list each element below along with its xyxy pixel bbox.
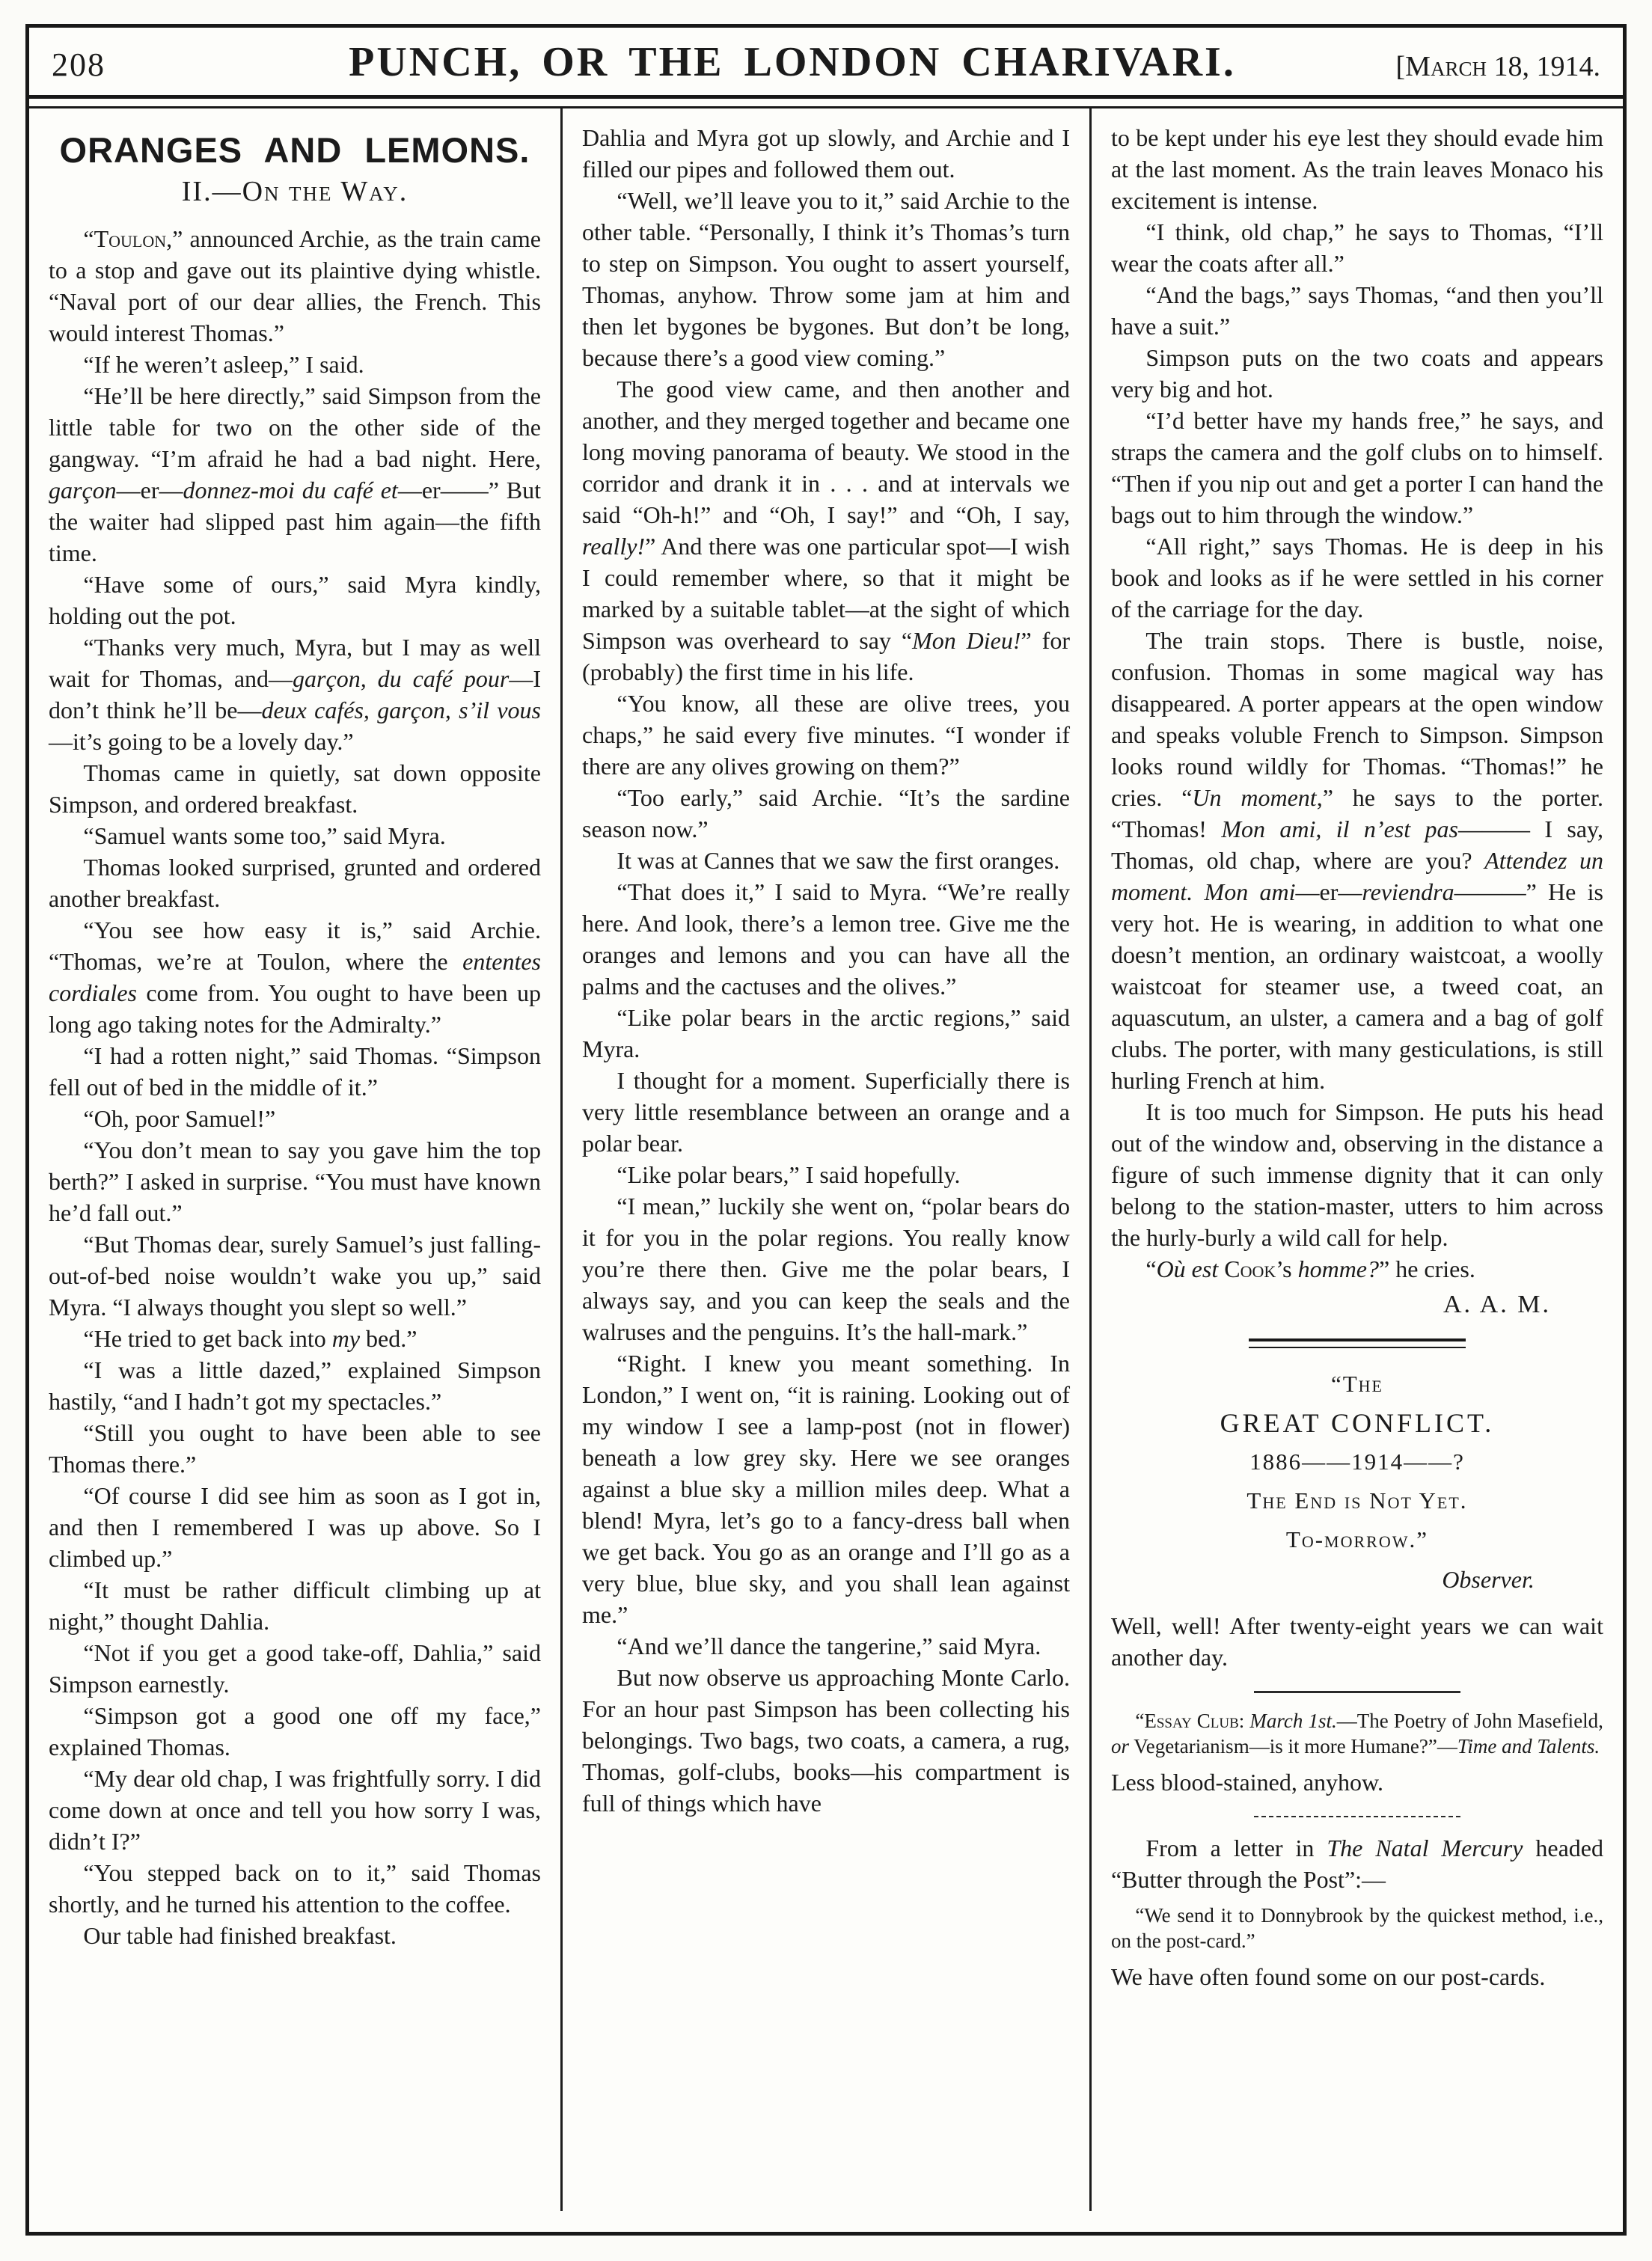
paragraph: The good view came, and then another and another, and they merged together and became one long moving panorama of beauty. We stood in the corridor and drank it in . . . and at intervals we said “Oh-h!” and “Oh, I say!” and “Oh, I say, really!” And there was one particular spot—I wish I could remember where, so that it might be marked by a suitable tablet—at the sight of which Simpson was overheard to say “Mon Dieu!” for (probably) the first time in his life. xyxy=(581,376,1070,685)
paragraph-list xyxy=(582,122,1070,1819)
great-conflict-notice xyxy=(1111,1365,1603,1600)
article-subtitle: II.—On the Way. xyxy=(181,176,409,207)
paragraph: “Like polar bears,” I said hopefully. xyxy=(617,1161,961,1188)
natal-mercury-intro: From a letter in The Natal Mercury headed “Butter through the Post”:— xyxy=(1110,1835,1603,1893)
separator-rule xyxy=(1254,1691,1460,1693)
paragraph: “But Thomas dear, surely Samuel’s just falling-out-of-bed noise wouldn’t wake you up,” said Myra. “I always thought you slept so well.” xyxy=(49,1231,541,1321)
paragraph: “Samuel wants some too,” said Myra. xyxy=(83,822,446,849)
masthead: PUNCH, OR THE LONDON CHARIVARI. xyxy=(349,39,1236,85)
paragraph: “Toulon,” announced Archie, as the train came to a stop and gave out its plaintive dying whistle. “Naval port of our dear allies, the French. This would interest Thomas.” xyxy=(49,225,541,346)
paragraph: Simpson puts on the two coats and appears very big and hot. xyxy=(1110,344,1603,403)
paragraph: “Too early,” said Archie. “It’s the sardine season now.” xyxy=(581,784,1070,842)
editorial-comment: We have often found some on our post-cards. xyxy=(1110,1963,1546,1990)
paragraph: “I think, old chap,” he says to Thomas, “I’ll wear the coats after all.” xyxy=(1110,218,1603,277)
author-signature: A. A. M. xyxy=(1443,1291,1551,1318)
paragraph: “It must be rather difficult climbing up at night,” thought Dahlia. xyxy=(49,1576,541,1635)
paragraph-list xyxy=(49,223,541,1951)
paragraph: “My dear old chap, I was frightfully sorry. I did come down at once and tell you how sorry I was, didn’t I?” xyxy=(49,1765,541,1855)
column-middle xyxy=(560,108,1092,2211)
conflict-line: The End is Not Yet. xyxy=(1246,1487,1468,1514)
paragraph: “You know, all these are olive trees, you chaps,” he said every five minutes. “I wonder if there are any olives growing on them?” xyxy=(581,690,1070,780)
paragraph-list xyxy=(1111,122,1603,1285)
separator-rule xyxy=(1249,1338,1466,1348)
paragraph: “Simpson got a good one off my face,” explained Thomas. xyxy=(49,1702,541,1760)
columns xyxy=(29,108,1623,2211)
paragraph: “He tried to get back into my bed.” xyxy=(83,1325,417,1352)
column-left xyxy=(29,108,560,2211)
separator-rule xyxy=(1254,1816,1460,1817)
paragraph: “Oh, poor Samuel!” xyxy=(83,1105,276,1132)
paragraph: “Right. I knew you meant something. In London,” I went on, “it is raining. Looking out of my window I see a lamp-post (not in flower) beneath a low grey sky. Here we see oranges against a blue sky a million miles deep. What a blend! Myra, let’s go to a fancy-dress ball when we get back. You go as an orange and I’ll go as a very blue, blue sky, and you shall lean against me.” xyxy=(581,1350,1070,1628)
paragraph: “Have some of ours,” said Myra kindly, holding out the pot. xyxy=(49,571,541,629)
paragraph: I thought for a moment. Superficially there is very little resemblance between an orange and a polar bear. xyxy=(581,1067,1070,1157)
paragraph: “And we’ll dance the tangerine,” said Myra. xyxy=(617,1633,1041,1659)
conflict-attribution: Observer. xyxy=(1442,1566,1535,1593)
paragraph: “I mean,” luckily she went on, “polar bears do it for you in the polar regions. You really know you’re there then. Give me the polar bears, I always say, and you can keep the seals and the walruses and the penguins. It’s the hall-mark.” xyxy=(581,1193,1070,1345)
essay-club-quote: “Essay Club: March 1st.—The Poetry of John Masefield, or Vegetarianism—is it more Humane?”—Time and Talents. xyxy=(1110,1710,1603,1757)
column-right xyxy=(1092,108,1623,2211)
paragraph: Thomas looked surprised, grunted and ordered another breakfast. xyxy=(49,854,541,912)
paragraph: Dahlia and Myra got up slowly, and Archie and I filled our pipes and followed them out. xyxy=(581,124,1070,183)
paragraph: “That does it,” I said to Myra. “We’re really here. And look, there’s a lemon tree. Give me the oranges and lemons and you can have all the palms and the cactuses and the olives.” xyxy=(581,878,1070,1000)
conflict-line: 1886——1914——? xyxy=(1249,1448,1465,1475)
paragraph: The train stops. There is bustle, noise, confusion. Thomas in some magical way has disappeared. A porter appears at the open window and speaks voluble French to Simpson. Simpson looks round wildly for Thomas. “Thomas!” he cries. “Un moment,” he says to the porter. “Thomas! Mon ami, il n’est pas——— I say, Thomas, old chap, where are you? Attendez un moment. Mon ami—er—reviendra———” He is very hot. He is wearing, in addition to what one doesn’t mention, an ordinary waistcoat, a woolly waistcoat for steamer use, a tweed coat, an aquascutum, an ulster, a camera and a bag of golf clubs. The porter, with many gesticulations, is still hurling French at him. xyxy=(1110,627,1603,1094)
editorial-comment: Well, well! After twenty-eight years we can wait another day. xyxy=(1110,1612,1603,1671)
paragraph: “You stepped back on to it,” said Thomas shortly, and he turned his attention to the coffee. xyxy=(49,1859,541,1918)
conflict-line: GREAT CONFLICT. xyxy=(1220,1408,1495,1438)
paragraph: “Well, we’ll leave you to it,” said Archie to the other table. “Personally, I think it’s Thomas’s turn to step on Simpson. You ought to assert yourself, Thomas, anyhow. Throw some jam at him and then let bygones be bygones. But don’t be long, because there’s a good view coming.” xyxy=(581,187,1070,371)
natal-mercury-quote: “We send it to Donnybrook by the quickest method, i.e., on the post-card.” xyxy=(1110,1904,1603,1952)
page-frame xyxy=(25,24,1627,2236)
header-rule xyxy=(29,95,1623,108)
paragraph: “If he weren’t asleep,” I said. xyxy=(83,351,364,378)
conflict-line: “The xyxy=(1330,1371,1383,1397)
page-number: 208 xyxy=(52,46,105,83)
paragraph: to be kept under his eye lest they should evade him at the last moment. As the train leaves Monaco his excitement is intense. xyxy=(1110,124,1603,214)
paragraph: “You see how easy it is,” said Archie. “Thomas, we’re at Toulon, where the ententes cordiales come from. You ought to have been up long ago taking notes for the Admiralty.” xyxy=(49,917,541,1038)
paragraph: But now observe us approaching Monte Carlo. For an hour past Simpson has been collecting his belongings. Two bags, two coats, a camera, a rug, Thomas, golf-clubs, books—his compartment is full of things which have xyxy=(581,1664,1070,1817)
paragraph: It is too much for Simpson. He puts his head out of the window and, observing in the distance a figure of such immense dignity that it can only belong to the station-master, utters to him across the hurly-burly a wild call for help. xyxy=(1110,1098,1603,1251)
paragraph: “I had a rotten night,” said Thomas. “Simpson fell out of bed in the middle of it.” xyxy=(49,1042,541,1101)
paragraph: “Like polar bears in the arctic regions,” said Myra. xyxy=(581,1004,1070,1062)
issue-date: [March 18, 1914. xyxy=(1395,51,1600,82)
paragraph: “I was a little dazed,” explained Simpson hastily, “and I hadn’t got my spectacles.” xyxy=(49,1356,541,1415)
article-title: ORANGES AND LEMONS. xyxy=(59,130,530,170)
paragraph: “All right,” says Thomas. He is deep in his book and looks as if he were settled in his corner of the carriage for the day. xyxy=(1110,533,1603,622)
conflict-line: To-morrow.” xyxy=(1285,1526,1429,1552)
paragraph: “You don’t mean to say you gave him the top berth?” I asked in surprise. “You must have known he’d fall out.” xyxy=(49,1136,541,1226)
editorial-comment: Less blood-stained, anyhow. xyxy=(1110,1769,1384,1796)
paragraph: “Still you ought to have been able to see Thomas there.” xyxy=(49,1419,541,1478)
paragraph: “Thanks very much, Myra, but I may as well wait for Thomas, and—garçon, du café pour—I don’t think he’ll be—deux cafés, garçon, s’il vous—it’s going to be a lovely day.” xyxy=(49,634,541,755)
paragraph: “Où est Cook’s homme?” he cries. xyxy=(1145,1255,1475,1282)
paragraph: Our table had finished breakfast. xyxy=(83,1922,397,1949)
paragraph: “Not if you get a good take-off, Dahlia,” said Simpson earnestly. xyxy=(49,1639,541,1698)
paragraph: It was at Cannes that we saw the first oranges. xyxy=(617,847,1060,874)
paragraph: “And the bags,” says Thomas, “and then you’ll have a suit.” xyxy=(1110,281,1603,340)
page-header xyxy=(29,28,1623,91)
paragraph: “Of course I did see him as soon as I got in, and then I remembered I was up above. So I climbed up.” xyxy=(49,1482,541,1572)
paragraph: “I’d better have my hands free,” he says, and straps the camera and the golf clubs on to himself. “Then if you nip out and get a porter I can hand the bags out to him through the window.” xyxy=(1110,407,1603,528)
paragraph: “He’ll be here directly,” said Simpson from the little table for two on the other side of the gangway. “I’m afraid he had a bad night. Here, garçon—er—donnez-moi du café et—er——” But the waiter had slipped past him again—the fifth time. xyxy=(49,382,541,566)
paragraph: Thomas came in quietly, sat down opposite Simpson, and ordered breakfast. xyxy=(49,759,541,818)
